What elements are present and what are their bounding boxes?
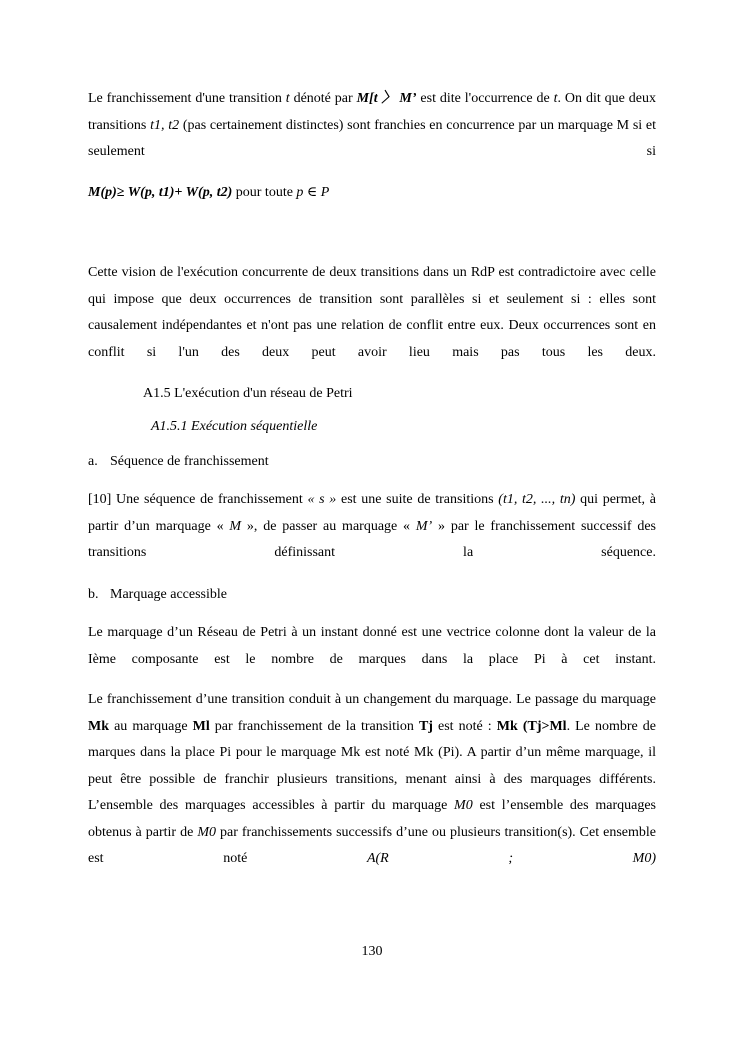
text: est l’ensemble des marquages obtenus à partir de <box>88 798 656 840</box>
text: . Le nombre de marques dans la place Pi pour le marquage Mk est noté Mk (Pi). A partir d’un même marquage, il peut être possible de franchir plusieurs transitions, menant ainsi à des marquages différents. L’ensemble des marquages accessibles à partir du marquage <box>88 718 657 813</box>
text: (pas certainement distinctes) sont franchies en concurrence par un marquage M si et seulement si <box>88 117 656 159</box>
text-italic: M’ <box>415 518 433 534</box>
text: », de passer au marquage « <box>241 518 416 534</box>
text-italic: M0 <box>197 824 216 840</box>
text-italic: M0 <box>454 798 473 813</box>
text-italic: A(R ; M0) <box>366 851 656 866</box>
page-number: 130 <box>361 944 383 959</box>
text: est noté : <box>432 718 497 734</box>
text-bold: Ml <box>192 718 210 734</box>
paragraph-firing-sequence <box>88 487 656 567</box>
formula-variable: p ∈ P <box>296 185 330 200</box>
text-italic: « s » <box>307 492 337 507</box>
text-italic: t1, t2 <box>150 117 180 133</box>
text-italic: t <box>285 91 290 106</box>
text: par franchissement de la transition <box>209 718 419 734</box>
text-italic: t <box>553 91 558 106</box>
text: dénoté par <box>289 91 357 106</box>
formula-expression: M(p)≥ W(p, t1)+ W(p, t2) <box>88 185 233 200</box>
text-bold: Mk <box>88 718 109 734</box>
text: pour toute <box>232 185 297 200</box>
list-item-a <box>88 453 269 471</box>
list-label: b. <box>88 587 99 602</box>
list-text: Marquage accessible <box>110 587 227 602</box>
text: . On dit que deux transitions <box>88 91 656 133</box>
text: par franchissements successifs d’une ou plusieurs transition(s). Cet ensemble est noté <box>88 824 657 866</box>
text: Le franchissement d'une transition <box>88 91 286 106</box>
paragraph-marking: Le marquage d’un Réseau de Petri à un instant donné est une vectrice colonne dont la valeur de la Ième composante est le nombre de marques dans la place Pi à cet instant. <box>88 625 656 667</box>
text: [10] Une séquence de franchissement <box>88 492 308 507</box>
text: » par le franchissement successif des transitions définissant la séquence. <box>88 518 656 560</box>
text-italic: (t1, t2, ..., tn) <box>498 492 576 507</box>
formula-line <box>88 184 329 202</box>
text: Le franchissement d’une transition conduit à un changement du marquage. Le passage du marquage <box>88 692 656 707</box>
list-item-b <box>88 586 227 604</box>
subsection-heading: A1.5.1 Exécution séquentielle <box>151 419 318 434</box>
paragraph-transition-occurrence <box>88 86 656 166</box>
firing-notation: M[t 〉 M’ <box>356 91 417 106</box>
marking-notation: Mk (Tj>Ml <box>496 718 567 734</box>
text-bold: Tj <box>418 718 433 734</box>
section-heading: A1.5 L'exécution d'un réseau de Petri <box>143 386 353 401</box>
paragraph-concurrency: Cette vision de l'exécution concurrente de deux transitions dans un RdP est contradictoire avec celle qui impose que deux occurrences de transition sont parallèles si et seulement si : elles sont causalement indépendantes et n'ont pas une relation de conflit entre eux. Deux occurrences sont en conflit si l'un des deux peut avoir lieu mais pas tous les deux. <box>88 265 656 360</box>
paragraph-accessible-marking <box>88 687 656 873</box>
text: est une suite de transitions <box>336 492 499 507</box>
text-italic: M <box>229 518 242 534</box>
list-text: Séquence de franchissement <box>110 454 269 469</box>
list-label: a. <box>88 454 98 469</box>
text: au marquage <box>109 718 193 734</box>
text: qui permet, à partir d’un marquage « <box>88 492 656 534</box>
text: est dite l'occurrence de <box>416 91 554 106</box>
